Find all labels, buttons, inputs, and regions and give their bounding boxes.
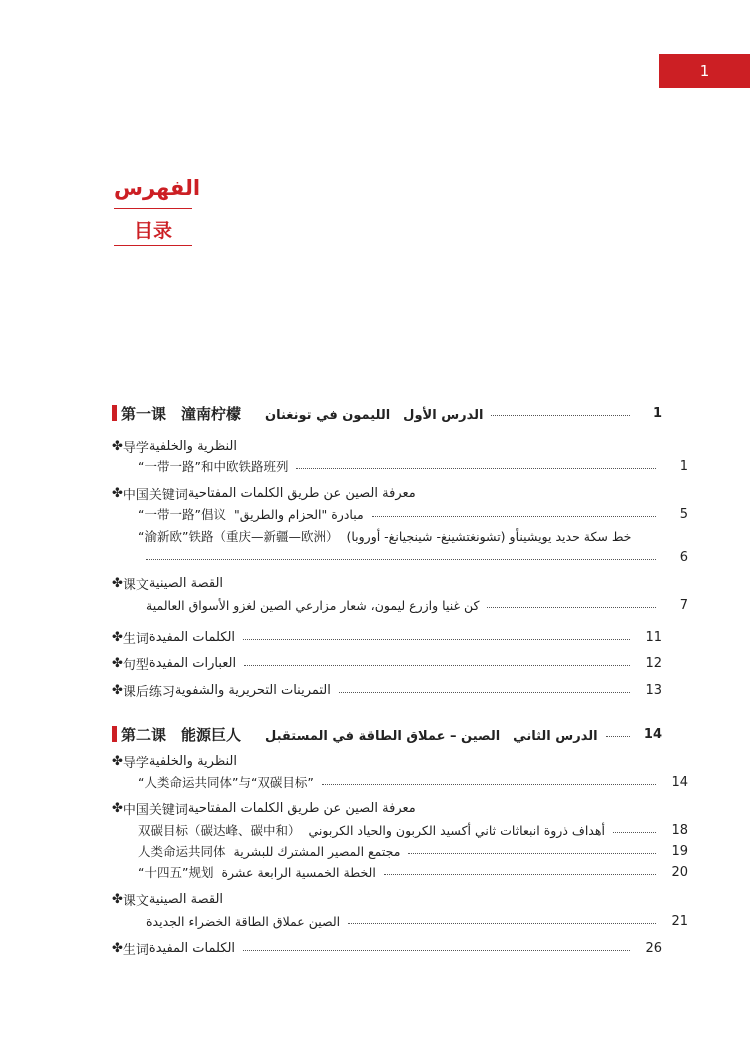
entry-title-arabic: الدرس الأول الليمون في تونغنان — [265, 407, 484, 423]
entry-title-arabic: التمرينات التحريرية والشفوية — [174, 682, 331, 698]
page-number: 20 — [671, 864, 688, 880]
toc-section-row[interactable] — [112, 652, 662, 674]
entry-title-arabic: مبادرة "الحزام والطريق" — [233, 506, 364, 522]
page-number: 1 — [652, 405, 662, 421]
entry-title-chinese: 课后练习 — [122, 684, 175, 700]
entry-title-arabic: الصين عملاق الطاقة الخضراء الجديدة — [146, 913, 341, 929]
entry-title-chinese: 人类命运共同体 — [138, 844, 226, 859]
toc-item-row[interactable] — [112, 819, 688, 841]
page-number: 14 — [643, 726, 662, 742]
toc-entry-title — [112, 403, 483, 424]
page-number: 14 — [671, 774, 688, 790]
section-bullet-icon: ✤ — [112, 438, 123, 454]
toc-entry-title — [138, 457, 288, 475]
page-number: 13 — [645, 682, 662, 698]
section-bullet-icon: ✤ — [112, 800, 123, 816]
entry-title-arabic: معرفة الصين عن طريق الكلمات المفتاحية — [187, 485, 416, 501]
entry-title-arabic: الكلمات المفيدة — [148, 940, 236, 956]
entry-title-chinese: 句型 — [122, 657, 149, 673]
page-number: 19 — [671, 843, 688, 859]
dot-leader — [322, 784, 656, 785]
toc-item-row[interactable] — [112, 594, 688, 616]
entry-title-chinese: “一带一路”倡议 — [138, 507, 226, 522]
heading-divider — [114, 245, 192, 246]
toc-entry-title — [112, 628, 235, 647]
section-bullet-icon: ✤ — [112, 682, 123, 698]
page-number-badge: 1 — [659, 54, 750, 88]
toc-entry-title — [112, 752, 237, 771]
toc-item-row[interactable] — [112, 771, 688, 793]
toc-entry-title — [112, 437, 237, 456]
toc-entry-title — [112, 890, 223, 909]
dot-leader — [487, 607, 656, 608]
dot-leader — [146, 559, 656, 560]
page-number: 1 — [679, 458, 688, 474]
page-number: 21 — [671, 913, 688, 929]
toc-entry-title — [138, 863, 376, 881]
toc-entry-title — [138, 821, 605, 839]
page-number: 26 — [645, 940, 662, 956]
dot-leader — [243, 950, 630, 951]
dot-leader — [384, 874, 656, 875]
section-bullet-icon: ✤ — [112, 753, 123, 769]
section-bullet-icon: ✤ — [112, 629, 123, 645]
toc-heading-arabic: الفهرس — [114, 176, 201, 200]
section-bullet-icon: ✤ — [112, 575, 123, 591]
entry-title-chinese: “十四五”规划 — [138, 865, 214, 880]
toc-lesson-row[interactable] — [112, 402, 662, 424]
entry-title-chinese: 导学 — [122, 440, 149, 456]
toc-section-row[interactable] — [112, 797, 662, 819]
entry-title-chinese: 中国关键词 — [122, 487, 188, 503]
toc-entry-title — [112, 574, 223, 593]
toc-section-row[interactable] — [112, 626, 662, 648]
section-bullet-icon: ✤ — [112, 485, 123, 501]
entry-title-chinese: 课文 — [122, 577, 149, 593]
section-bullet-icon: ✤ — [112, 891, 123, 907]
entry-title-chinese: 课文 — [122, 893, 149, 909]
entry-title-arabic: أهداف ذروة انبعاثات ثاني أكسيد الكربون والحياد الكربوني — [308, 822, 605, 838]
toc-entry-title — [112, 724, 598, 745]
toc-entry-title — [112, 799, 416, 818]
entry-title-arabic: كن غنيا وازرع ليمون، شعار مزارعي الصين لغزو الأسواق العالمية — [146, 597, 480, 613]
toc-section-row[interactable] — [112, 888, 662, 910]
toc-entry-title — [112, 681, 331, 700]
toc-section-row[interactable] — [112, 750, 662, 772]
page-number: 6 — [679, 549, 688, 565]
entry-title-chinese: “一带一路”和中欧铁路班列 — [138, 459, 289, 474]
page-number: 5 — [679, 506, 688, 522]
entry-title-arabic: النظرية والخلفية — [148, 438, 237, 454]
toc-item-row[interactable] — [112, 861, 688, 883]
toc-entry-title — [138, 598, 479, 613]
entry-title-chinese: 生词 — [122, 942, 149, 958]
toc-entry-title — [138, 842, 400, 860]
toc-section-row[interactable] — [112, 572, 662, 594]
entry-title-arabic: القصة الصينية — [148, 891, 224, 907]
dot-leader — [372, 516, 656, 517]
page-number: 7 — [679, 597, 688, 613]
entry-title-arabic: مجتمع المصير المشترك للبشرية — [233, 843, 401, 859]
toc-heading-chinese: 目录 — [133, 220, 172, 242]
page-number: 18 — [671, 822, 688, 838]
lesson-marker-bar — [112, 726, 117, 742]
toc-item-row[interactable] — [112, 525, 688, 547]
entry-title-chinese: 中国关键词 — [122, 802, 188, 818]
toc-item-row[interactable] — [112, 910, 688, 932]
entry-title-arabic: الخطة الخمسية الرابعة عشرة — [221, 864, 376, 880]
section-bullet-icon: ✤ — [112, 940, 123, 956]
entry-title-arabic: الكلمات المفيدة — [148, 629, 236, 645]
dot-leader — [491, 415, 630, 416]
lesson-marker-bar — [112, 405, 117, 421]
toc-entry-title — [112, 939, 235, 958]
toc-entry-title — [112, 654, 236, 673]
dot-leader — [606, 736, 630, 737]
dot-leader — [348, 923, 656, 924]
entry-title-arabic: خط سكة حديد يويشينأو (تشونغتشينغ- شينجيانغ- أوروبا) — [346, 528, 632, 544]
dot-leader — [408, 853, 656, 854]
entry-title-arabic: معرفة الصين عن طريق الكلمات المفتاحية — [187, 800, 416, 816]
toc-lesson-row[interactable] — [112, 723, 662, 745]
entry-title-chinese: 导学 — [122, 755, 149, 771]
toc-section-row[interactable] — [112, 679, 662, 701]
dot-leader — [296, 468, 656, 469]
heading-divider — [114, 208, 192, 209]
entry-title-chinese: 第二课 能源巨人 — [121, 725, 242, 744]
page-number: 11 — [645, 629, 662, 645]
dot-leader — [339, 692, 630, 693]
toc-section-row[interactable] — [112, 937, 662, 959]
toc-entry-title — [138, 527, 631, 545]
toc-entry-title — [138, 914, 340, 929]
toc-item-row[interactable] — [112, 546, 688, 568]
toc-section-row[interactable] — [112, 482, 662, 504]
toc-item-row[interactable] — [112, 503, 688, 525]
entry-title-arabic: النظرية والخلفية — [148, 753, 237, 769]
entry-title-arabic: العبارات المفيدة — [148, 655, 237, 671]
toc-item-row[interactable] — [112, 455, 688, 477]
entry-title-chinese: 双碳目标（碳达峰、碳中和） — [138, 823, 301, 838]
entry-title-arabic: الدرس الثاني الصين – عملاق الطاقة في المستقبل — [265, 728, 598, 744]
entry-title-arabic: القصة الصينية — [148, 575, 224, 591]
entry-title-chinese: “渝新欧”铁路（重庆—新疆—欧洲） — [138, 529, 339, 544]
dot-leader — [244, 665, 630, 666]
entry-title-chinese: “人类命运共同体”与“双碳目标” — [138, 775, 314, 790]
section-bullet-icon: ✤ — [112, 655, 123, 671]
dot-leader — [243, 639, 630, 640]
toc-entry-title — [112, 484, 416, 503]
toc-item-row[interactable] — [112, 840, 688, 862]
page-number: 12 — [645, 655, 662, 671]
dot-leader — [613, 832, 656, 833]
entry-title-chinese: 生词 — [122, 631, 149, 647]
toc-section-row[interactable] — [112, 435, 662, 457]
toc-entry-title — [138, 505, 364, 523]
toc-entry-title — [138, 773, 314, 791]
entry-title-chinese: 第一课 潼南柠檬 — [121, 404, 242, 423]
